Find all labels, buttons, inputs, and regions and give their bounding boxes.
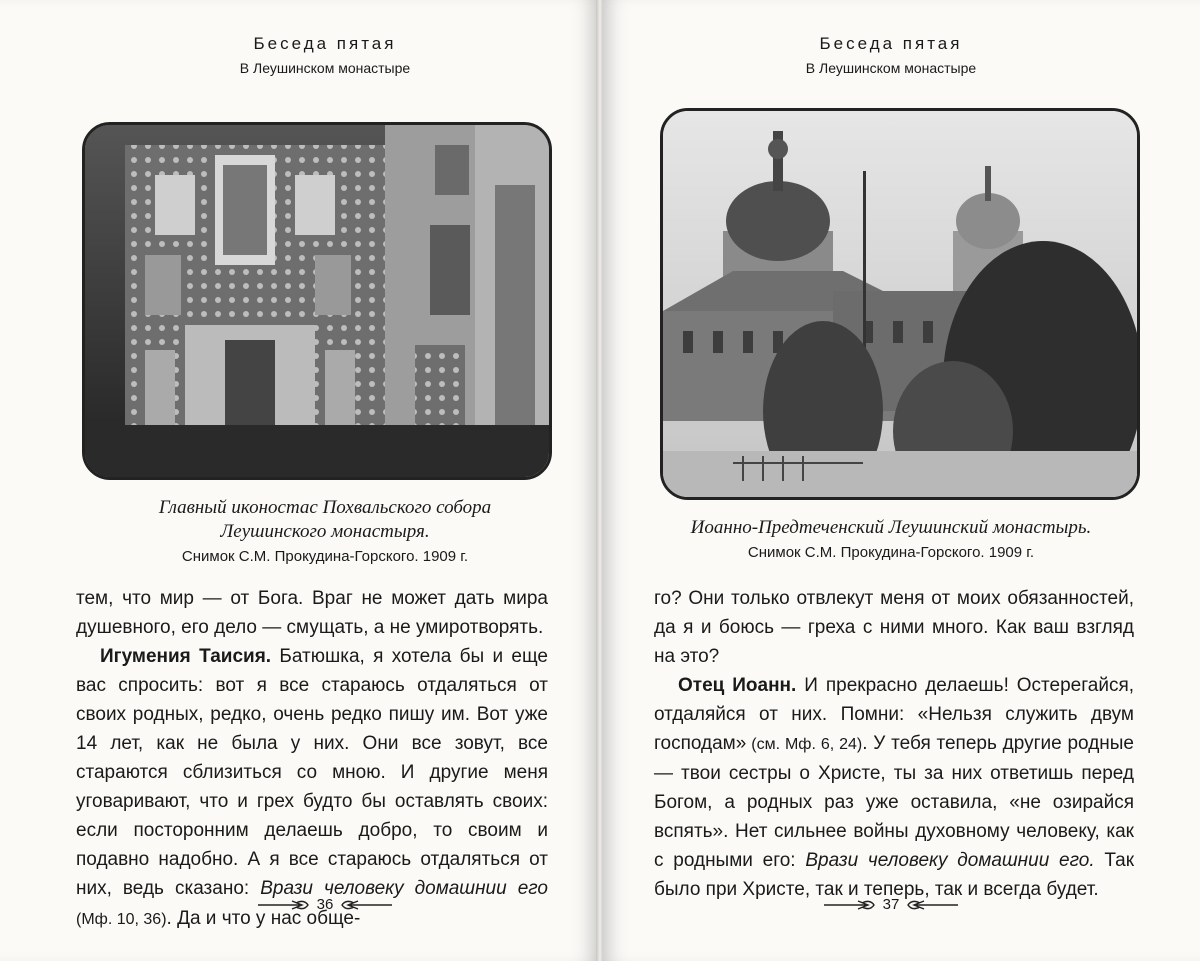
left-paragraph-2-tail: . Да и что у нас обще- xyxy=(166,908,361,929)
left-running-title: Беседа пятая xyxy=(253,34,397,53)
left-paragraph-1: тем, что мир — от Бога. Враг не может дать мира душевного, его дело — смущать, а не умиротворять. xyxy=(76,588,548,638)
left-ornament-icon-2 xyxy=(338,899,394,911)
right-paragraph-2 xyxy=(654,671,1134,904)
left-paragraph-2 xyxy=(76,642,548,934)
right-caption-source: Снимок С.М. Прокудина-Горского. 1909 г. xyxy=(747,544,1035,561)
left-photo-caption xyxy=(52,496,598,568)
right-folio xyxy=(602,896,1180,913)
right-running-header xyxy=(602,34,1180,76)
right-photo-caption xyxy=(602,516,1180,564)
left-speaker: Игумения Таисия. xyxy=(100,646,272,667)
right-paragraph-2-text1: И прекрасно делаешь! Остерегайся, отдаляйся от них. Помни: «Нельзя служить двум господам» xyxy=(654,675,1135,754)
left-caption-line2: Леушинского монастыря. xyxy=(220,521,430,542)
right-running-subtitle: В Леушинском монастыре xyxy=(805,60,977,76)
iconostasis-illustration xyxy=(85,125,549,477)
right-paragraph-2-text2: . У тебя теперь другие родные — твои сестры о Христе, ты за них ответишь перед Богом, а родных раз уже оставила, «не озирайся вспять». Нет сильнее войны духовному человеку, как с родными его: xyxy=(654,733,1134,871)
right-page-number: 37 xyxy=(882,896,900,913)
left-caption-line1: Главный иконостас Похвальского собора xyxy=(158,497,492,518)
left-page xyxy=(0,0,598,961)
left-body-text xyxy=(76,584,548,934)
left-paragraph-2-text: Батюшка, я хотела бы и еще вас спросить: вот я все стараюсь отдаляться от своих родных, редко, очень редко пишу им. Вот уже 14 лет, как не была у них. Они все зовут, все стараются сблизиться со мною. И другие меня уговаривают, что и грех будто бы оставлять своих: если посторонним делаешь добро, то своим и подавно надобно. А я все стараюсь отдаляться от них, ведь сказано: xyxy=(76,646,548,899)
right-caption-line1: Иоанно-Предтеченский Леушинский монастырь. xyxy=(690,517,1092,538)
monastery-photo xyxy=(660,108,1140,500)
left-caption-source: Снимок С.М. Прокудина-Горского. 1909 г. xyxy=(181,548,469,565)
iconostasis-photo xyxy=(82,122,552,480)
left-scripture-quote: Врази человеку домашнии его xyxy=(260,878,548,899)
left-page-number: 36 xyxy=(316,896,334,913)
right-page xyxy=(602,0,1200,961)
right-ornament-icon xyxy=(822,899,878,911)
right-scripture-quote: Врази человеку домашнии его. xyxy=(805,850,1095,871)
right-paragraph-1: го? Они только отвлекут меня от моих обязанностей, да я и боюсь — греха с ними много. Как ваш взгляд на это? xyxy=(654,588,1134,667)
left-scripture-ref: (Мф. 10, 36) xyxy=(76,911,167,928)
left-running-subtitle: В Леушинском монастыре xyxy=(239,60,411,76)
right-body-text xyxy=(654,584,1134,904)
right-scripture-ref: (см. Мф. 6, 24) xyxy=(746,736,863,753)
monastery-illustration xyxy=(663,111,1137,497)
left-ornament-icon xyxy=(256,899,312,911)
right-speaker: Отец Иоанн. xyxy=(678,675,797,696)
right-ornament-icon-2 xyxy=(904,899,960,911)
left-folio xyxy=(52,896,598,913)
left-running-header xyxy=(52,34,598,76)
right-paragraph-2-tail: Так было при Христе, так и теперь, так и всегда будет. xyxy=(654,850,1135,900)
right-running-title: Беседа пятая xyxy=(819,34,963,53)
